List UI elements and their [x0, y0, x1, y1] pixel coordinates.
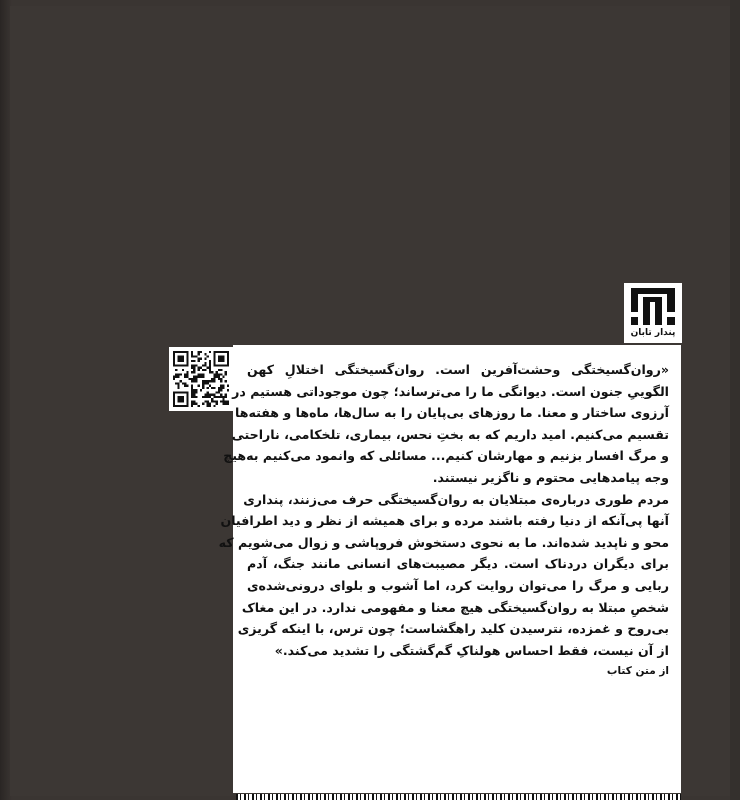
cover-right-edge	[730, 0, 740, 800]
text-line: آرزوی ساختار و معنا. ما روزهای بی‌پایان را به سال‌ها، ماه‌ها و هفته‌ها	[235, 405, 669, 421]
text-line: بی‌روح و غمزده، نترسیدن کلید راهگشاست؛ چون ترس، با اینکه گریزی	[237, 621, 669, 637]
qr-code[interactable]	[169, 347, 233, 411]
publisher-logo	[624, 283, 682, 343]
text-line: تقسیم می‌کنیم. امید داریم که به بختِ نحس، بیماری، تلخکامی، ناراحتی	[231, 426, 669, 442]
blurb-paragraph-1	[223, 359, 669, 489]
text-line: برای دیگران دردناک است. دیگر مصیبت‌های انسانی مانند جنگ، آدم	[247, 556, 669, 572]
text-line: «روان‌گسیختگی وحشت‌آفرین است. روان‌گسیختگی اختلالِ کهن	[247, 362, 669, 377]
blurb-panel	[218, 345, 681, 793]
text-line: محو و ناپدید شده‌اند. ما به نحوی دستخوش فروپاشی و زوال می‌شویم که	[218, 534, 669, 550]
source-attribution: از متن کتاب	[606, 665, 669, 678]
text-line: ربایی و مرگ را می‌توان روایت کرد، اما آشوب و بلوای درونی‌شده‌ی	[247, 577, 669, 593]
text-line: الگوییِ جنون است. دیوانگی ما را می‌ترساند؛ چون موجوداتی هستیم در	[232, 383, 669, 399]
publisher-name: پندار تابان	[630, 328, 676, 338]
blurb-paragraph-2	[218, 489, 669, 662]
qr-code-icon	[173, 351, 229, 407]
text-line: و مرگ افسار بزنیم و مهارشان کنیم... مسائلی که وانمود می‌کنیم به‌هیچ	[223, 448, 669, 464]
barcode-strip	[236, 794, 681, 800]
text-line: شخصِ مبتلا به روان‌گسیختگی هیچ معنا و مفهومی ندارد. در این مغاک	[241, 599, 669, 615]
text-line: مردم طوری درباره‌ی مبتلایان به روان‌گسیختگی حرف می‌زنند، پنداری	[243, 491, 669, 507]
publisher-logo-icon	[629, 287, 677, 327]
text-line: وجه پیامدهایی محتوم و ناگزیر نیستند.	[432, 469, 669, 485]
text-line: از آن نیست، فقط احساس هولناکِ گم‌گشتگی را تشدید می‌کند.»	[274, 642, 669, 658]
text-line: آنها پی‌آنکه از دنیا رفته باشند مرده و برای همیشه از نظر و دید اطرافیان	[220, 513, 669, 529]
